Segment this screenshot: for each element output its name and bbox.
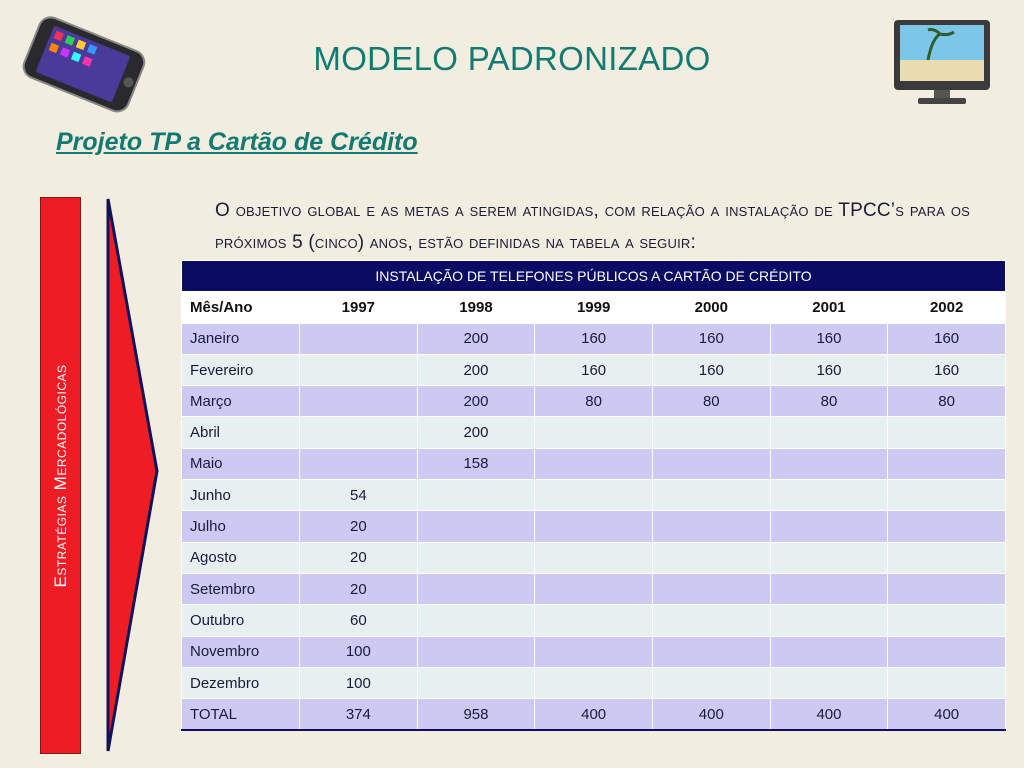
value-cell: [888, 480, 1006, 511]
value-cell: [300, 323, 418, 354]
month-cell: Junho: [182, 480, 300, 511]
sidebar-banner: [40, 197, 81, 754]
month-cell: Outubro: [182, 605, 300, 636]
value-cell: 60: [300, 605, 418, 636]
value-cell: [888, 605, 1006, 636]
table-row: [182, 573, 1006, 604]
month-cell: Janeiro: [182, 323, 300, 354]
value-cell: 100: [300, 636, 418, 667]
value-cell: [888, 667, 1006, 698]
value-cell: 80: [535, 386, 653, 417]
column-header: 2001: [770, 292, 888, 323]
value-cell: [535, 573, 653, 604]
table-row: [182, 448, 1006, 479]
value-cell: [770, 636, 888, 667]
value-cell: [652, 480, 770, 511]
table-row: [182, 511, 1006, 542]
table-row: [182, 417, 1006, 448]
section-subtitle: Projeto TP a Cartão de Crédito: [56, 128, 418, 156]
television-icon: [888, 14, 996, 110]
value-cell: 400: [770, 699, 888, 730]
value-cell: 20: [300, 511, 418, 542]
value-cell: [652, 573, 770, 604]
value-cell: 54: [300, 480, 418, 511]
intro-paragraph: O objetivo global e as metas a serem atingidas, com relação a instalação de TPCC’s para os próximos 5 (cinco) anos, estão definidas na tabela a seguir:: [215, 200, 970, 253]
value-cell: 200: [417, 386, 535, 417]
value-cell: 160: [652, 354, 770, 385]
month-cell: Fevereiro: [182, 354, 300, 385]
value-cell: 80: [652, 386, 770, 417]
column-header: 2000: [652, 292, 770, 323]
value-cell: [535, 480, 653, 511]
value-cell: 160: [535, 323, 653, 354]
month-cell: Maio: [182, 448, 300, 479]
value-cell: 160: [770, 354, 888, 385]
value-cell: 20: [300, 573, 418, 604]
month-cell: Agosto: [182, 542, 300, 573]
value-cell: 158: [417, 448, 535, 479]
value-cell: [770, 511, 888, 542]
value-cell: [770, 605, 888, 636]
value-cell: [770, 573, 888, 604]
month-cell: Julho: [182, 511, 300, 542]
value-cell: [652, 448, 770, 479]
column-header: 2002: [888, 292, 1006, 323]
value-cell: [888, 542, 1006, 573]
value-cell: 80: [888, 386, 1006, 417]
sidebar-label: Estratégias Mercadológicas: [50, 363, 70, 588]
value-cell: 374: [300, 699, 418, 730]
value-cell: [652, 417, 770, 448]
value-cell: [770, 448, 888, 479]
value-cell: [888, 417, 1006, 448]
value-cell: 160: [770, 323, 888, 354]
value-cell: 80: [770, 386, 888, 417]
value-cell: [535, 636, 653, 667]
table-body: [182, 323, 1006, 730]
value-cell: [770, 417, 888, 448]
value-cell: [300, 386, 418, 417]
value-cell: [888, 511, 1006, 542]
column-header: 1997: [300, 292, 418, 323]
value-cell: 160: [888, 323, 1006, 354]
value-cell: [652, 511, 770, 542]
value-cell: [535, 511, 653, 542]
value-cell: [417, 605, 535, 636]
month-cell: TOTAL: [182, 699, 300, 730]
value-cell: 400: [535, 699, 653, 730]
value-cell: [535, 542, 653, 573]
table-row: [182, 699, 1006, 730]
table-caption: INSTALAÇÃO DE TELEFONES PÚBLICOS A CARTÃO DE CRÉDITO: [182, 261, 1006, 292]
value-cell: [417, 667, 535, 698]
table-header-row: [182, 292, 1006, 323]
value-cell: 160: [888, 354, 1006, 385]
value-cell: 20: [300, 542, 418, 573]
table-row: [182, 542, 1006, 573]
value-cell: [300, 417, 418, 448]
value-cell: [652, 636, 770, 667]
value-cell: 400: [652, 699, 770, 730]
table-row: [182, 386, 1006, 417]
value-cell: [652, 667, 770, 698]
value-cell: 400: [888, 699, 1006, 730]
value-cell: 100: [300, 667, 418, 698]
value-cell: [888, 448, 1006, 479]
value-cell: [535, 417, 653, 448]
value-cell: [417, 511, 535, 542]
value-cell: [652, 542, 770, 573]
month-cell: Novembro: [182, 636, 300, 667]
month-cell: Março: [182, 386, 300, 417]
table-row: [182, 636, 1006, 667]
value-cell: [535, 667, 653, 698]
column-header: Mês/Ano: [182, 292, 300, 323]
value-cell: [417, 480, 535, 511]
month-cell: Setembro: [182, 573, 300, 604]
month-cell: Abril: [182, 417, 300, 448]
value-cell: 160: [535, 354, 653, 385]
value-cell: [417, 542, 535, 573]
value-cell: 200: [417, 417, 535, 448]
value-cell: 958: [417, 699, 535, 730]
value-cell: [417, 573, 535, 604]
value-cell: [417, 636, 535, 667]
value-cell: [770, 667, 888, 698]
table-row: [182, 354, 1006, 385]
value-cell: [888, 573, 1006, 604]
value-cell: 200: [417, 354, 535, 385]
month-cell: Dezembro: [182, 667, 300, 698]
value-cell: [770, 480, 888, 511]
value-cell: [300, 448, 418, 479]
table-row: [182, 605, 1006, 636]
value-cell: [652, 605, 770, 636]
value-cell: [535, 448, 653, 479]
value-cell: 200: [417, 323, 535, 354]
value-cell: [535, 605, 653, 636]
value-cell: 160: [652, 323, 770, 354]
value-cell: [888, 636, 1006, 667]
table-row: [182, 667, 1006, 698]
value-cell: [300, 354, 418, 385]
installations-table: [181, 260, 1006, 731]
arrow-right-icon: [105, 195, 165, 757]
value-cell: [770, 542, 888, 573]
column-header: 1999: [535, 292, 653, 323]
column-header: 1998: [417, 292, 535, 323]
table-row: [182, 323, 1006, 354]
table-row: [182, 480, 1006, 511]
page-title: MODELO PADRONIZADO: [313, 40, 711, 77]
